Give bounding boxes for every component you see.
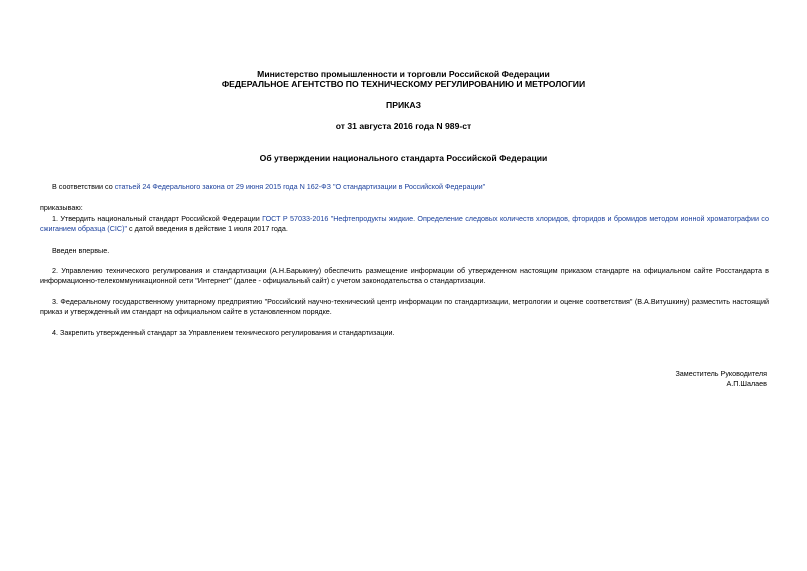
paragraph-item-1 (40, 214, 769, 234)
paragraph-basis (40, 182, 769, 192)
document-date-number: от 31 августа 2016 года N 989-ст (335, 121, 472, 131)
law-link[interactable]: статьей 24 Федерального закона от 29 июня 2015 года N 162-ФЗ "О стандартизации в Российской Федерации" (114, 182, 486, 191)
standard-link[interactable]: ГОСТ Р 57033-2016 "Нефтепродукты жидкие. Определение следовых количеств хлоридов, фторидов и бромидов методом ионной хроматографии со сжиганием образца (CIC)" (40, 214, 769, 233)
item1-prefix: 1. Утвердить национальный стандарт Российской Федерации (52, 214, 263, 223)
ministry-name: Министерство промышленности и торговли Российской Федерации (257, 69, 550, 79)
paragraph-item-2: 2. Управлению технического регулирования и стандартизации (А.Н.Барыкину) обеспечить размещение информации об утвержденном настоящим приказом стандарте на официальном сайте Росстандарта в информационно-телекоммуникационной сети "Интернет" (далее - официальный сайт) с учетом законодательства о стандартизации. (40, 266, 769, 285)
paragraph-item-3: 3. Федеральному государственному унитарному предприятию "Российский научно-технический центр информации по стандартизации, метрологии и оценке соответствия" (В.А.Витушкину) разместить настоящий приказ и утвержденный им стандарт на официальном сайте в установленном порядке. (40, 297, 769, 316)
basis-prefix: В соответствии со (52, 182, 115, 191)
paragraph-introduced: Введен впервые. (52, 246, 110, 255)
agency-name: ФЕДЕРАЛЬНОЕ АГЕНТСТВО ПО ТЕХНИЧЕСКОМУ РЕГУЛИРОВАНИЮ И МЕТРОЛОГИИ (221, 79, 586, 89)
document-subject: Об утверждении национального стандарта Российской Федерации (259, 153, 548, 163)
signature-name: А.П.Шалаев (726, 379, 767, 388)
document-type: ПРИКАЗ (386, 100, 421, 110)
paragraph-item-4: 4. Закрепить утвержденный стандарт за Управлением технического регулирования и стандартизации. (52, 328, 395, 337)
signature-title: Заместитель Руководителя (675, 369, 767, 378)
order-word: приказываю: (40, 203, 83, 212)
item1-suffix: с датой введения в действие 1 июля 2017 года. (127, 224, 288, 233)
